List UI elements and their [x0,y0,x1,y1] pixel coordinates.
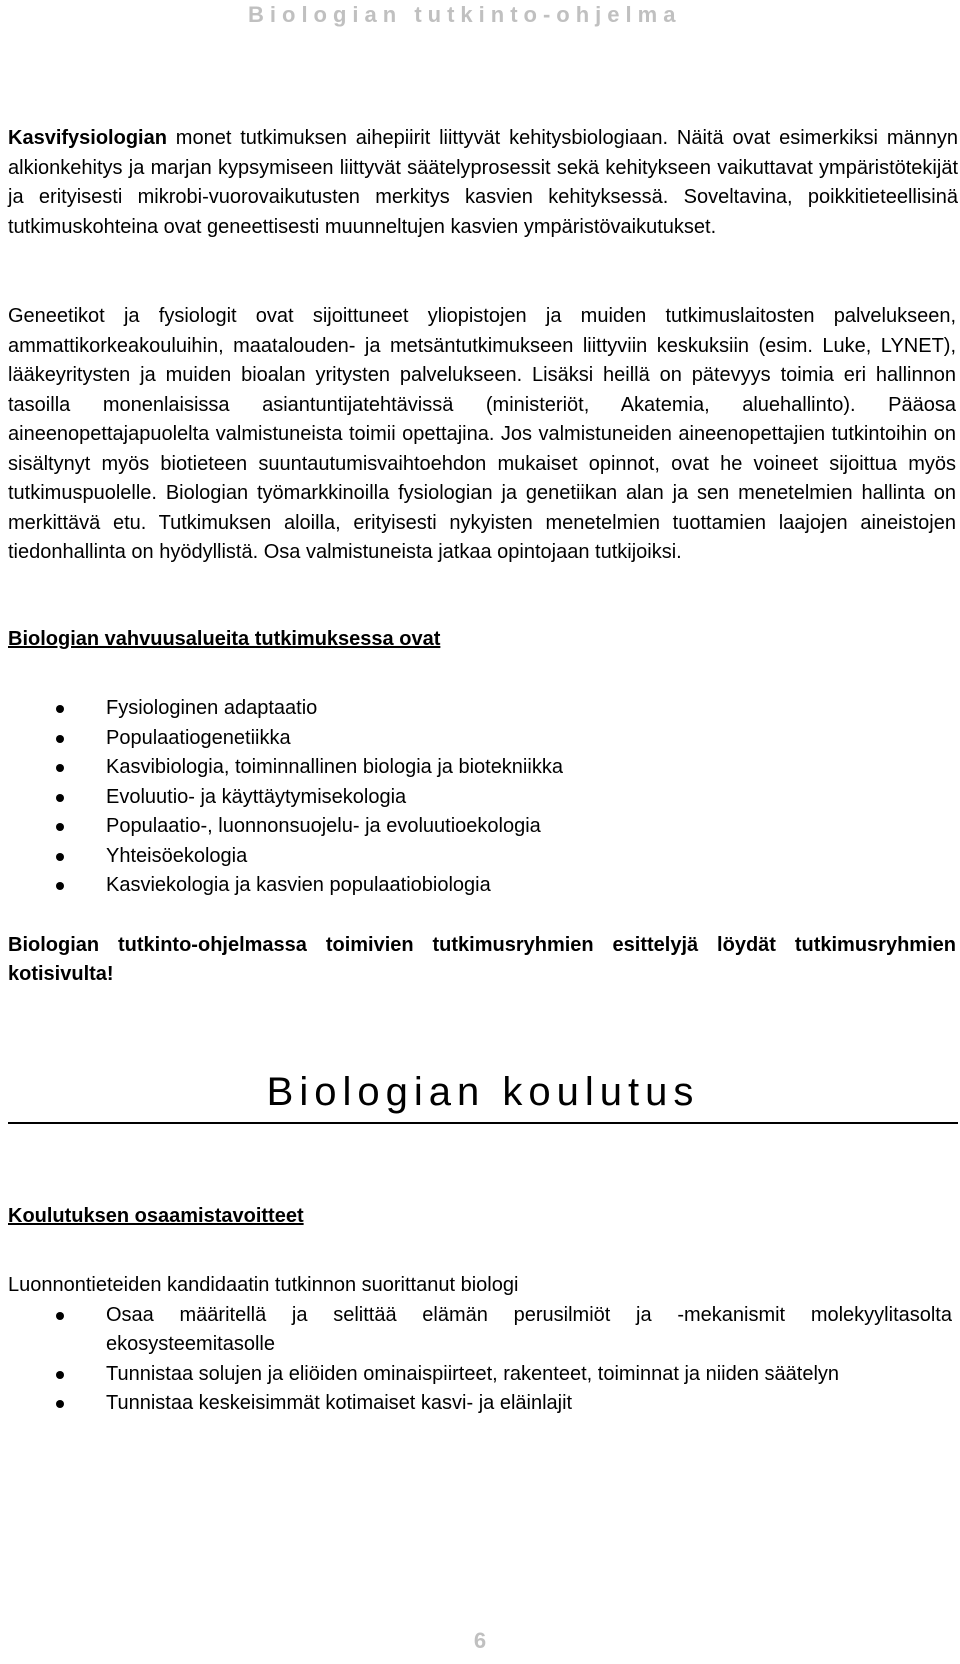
bullet-icon [56,735,64,743]
outcomes-intro: Luonnontieteiden kandidaatin tutkinnon suorittanut biologi [8,1274,519,1296]
bullet-icon [56,705,64,713]
outcomes-heading: Koulutuksen osaamistavoitteet [8,1204,304,1227]
paragraph-text: monet tutkimuksen aihepiirit liittyvät kehitysbiologiaan. Näitä ovat esimerkiksi männyn alkionkehitys ja marjan kypsymiseen liittyvät säätelyprosessit sekä kehitykseen vaikuttavat ympäristötekijät ja erityisesti mikrobi-vuorovaikutusten merkitys kasvien kehityksessä. Soveltavina, poikkitieteellisinä tutkimuskohteina ovat geneettisesti muunneltujen kasvien ympäristövaikutukset. [8,127,958,238]
list-item: Kasvibiologia, toiminnallinen biologia ja biotekniikka [8,753,958,783]
bullet-icon [56,1312,64,1320]
list-item: Tunnistaa keskeisimmät kotimaiset kasvi- ja eläinlajit [8,1389,958,1419]
section-title: Biologian koulutus [8,1068,958,1124]
bullet-icon [56,853,64,861]
strengths-heading: Biologian vahvuusalueita tutkimuksessa ovat [8,627,441,650]
bullet-icon [56,882,64,890]
lead-term: Kasvifysiologian [8,127,167,149]
strengths-list [8,694,958,901]
running-header: Biologian tutkinto-ohjelma [248,2,682,27]
list-item: Osaa määritellä ja selittää elämän perusilmiöt ja -mekanismit molekyylitasolta ekosysteemitasolle [8,1301,958,1360]
list-item: Tunnistaa solujen ja eliöiden ominaispiirteet, rakenteet, toiminnat ja niiden säätelyn [8,1360,958,1390]
bullet-icon [56,794,64,802]
bullet-icon [56,764,64,772]
list-item: Populaatiogenetiikka [8,724,958,754]
list-item: Yhteisöekologia [8,842,958,872]
page-content [8,124,958,1419]
list-item: Evoluutio- ja käyttäytymisekologia [8,783,958,813]
paragraph-plant-physiology [8,124,958,242]
bullet-icon [56,1371,64,1379]
outcomes-list [8,1301,958,1419]
list-item: Fysiologinen adaptaatio [8,694,958,724]
bullet-icon [56,823,64,831]
page-number: 6 [473,1628,487,1653]
research-groups-callout: Biologian tutkinto-ohjelmassa toimivien tutkimusryhmien esittelyjä löydät tutkimusryhmien kotisivulta! [8,933,956,985]
list-item: Populaatio-, luonnonsuojelu- ja evoluutioekologia [8,812,958,842]
paragraph-careers: Geneetikot ja fysiologit ovat sijoittuneet yliopistojen ja muiden tutkimuslaitosten palvelukseen, ammattikorkeakouluihin, maatalouden- ja metsäntutkimukseen liittyviin keskuksiin (esim. Luke, LYNET), lääkeyritysten ja muiden bioalan yritysten palvelukseen. Lisäksi heillä on pätevyys toimia eri hallinnon tasoilla monenlaisissa asiantuntijatehtävissä (ministeriöt, Akatemia, aluehallinto). Pääosa aineenopettajapuolelta valmistuneista toimii opettajina. Jos valmistuneiden aineenopettajien tutkintoihin on sisältynyt myös biotieteen suuntautumisvaihtoehdon mukaiset opinnot, ovat he voineet sijoittua myös tutkimuspuolelle. Biologian työmarkkinoilla fysiologian ja genetiikan alan ja sen menetelmien hallinta on merkittävä etu. Tutkimuksen aloilla, erityisesti nykyisten menetelmien tuottamien laajojen aineistojen tiedonhallinta on hyödyllistä. Osa valmistuneista jatkaa opintojaan tutkijoiksi. [8,305,956,563]
bullet-icon [56,1400,64,1408]
list-item: Kasviekologia ja kasvien populaatiobiologia [8,871,958,901]
